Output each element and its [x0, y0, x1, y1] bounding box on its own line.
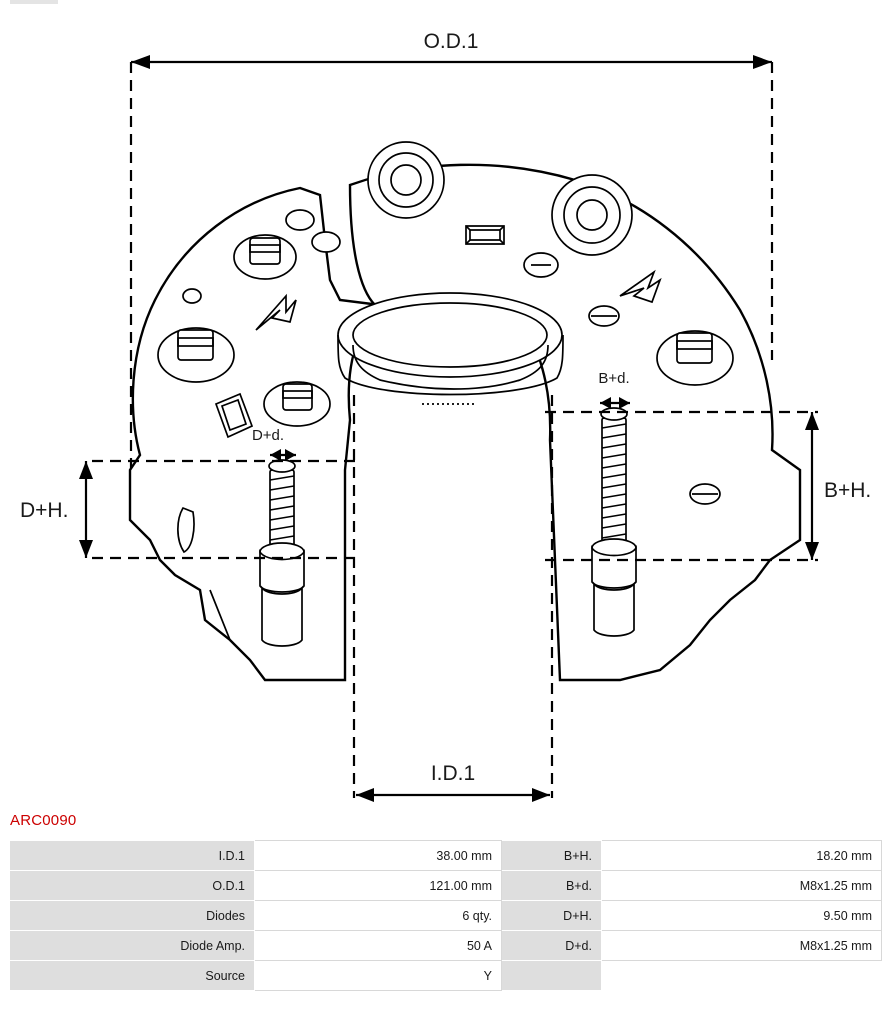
label-b-plus-h: B+H. [824, 479, 872, 502]
spec-label-diode-amp: Diode Amp. [10, 931, 255, 961]
spec-label-od1: O.D.1 [10, 871, 255, 901]
spec-value-id1: 38.00 mm [255, 841, 502, 871]
spec-value-dplush: 9.50 mm [602, 901, 882, 931]
spec-value-source: Y [255, 961, 502, 991]
spec-label-empty [502, 961, 602, 991]
spec-value-diodes: 6 qty. [255, 901, 502, 931]
spec-label-bplusd: B+d. [502, 871, 602, 901]
table-row [10, 841, 882, 871]
label-d-plus-h: D+H. [20, 499, 69, 522]
part-code: ARC0090 [10, 812, 77, 829]
specification-table [9, 840, 882, 991]
table-row [10, 931, 882, 961]
spec-value-dplusd: M8x1.25 mm [602, 931, 882, 961]
spec-label-bplush: B+H. [502, 841, 602, 871]
table-row [10, 961, 882, 991]
table-row [10, 901, 882, 931]
spec-value-bplush: 18.20 mm [602, 841, 882, 871]
spec-label-id1: I.D.1 [10, 841, 255, 871]
label-b-plus-d: B+d. [598, 370, 630, 387]
label-d-plus-d: D+d. [251, 427, 285, 444]
dimension-id1 [354, 395, 552, 802]
spec-label-source: Source [10, 961, 255, 991]
table-row [10, 871, 882, 901]
spec-label-diodes: Diodes [10, 901, 255, 931]
label-id1: I.D.1 [430, 762, 476, 785]
spec-value-diode-amp: 50 A [255, 931, 502, 961]
spec-value-empty [602, 961, 882, 991]
spec-value-od1: 121.00 mm [255, 871, 502, 901]
spec-label-dplusd: D+d. [502, 931, 602, 961]
spec-label-dplush: D+H. [502, 901, 602, 931]
spec-value-bplusd: M8x1.25 mm [602, 871, 882, 901]
label-od1: O.D.1 [423, 30, 479, 53]
